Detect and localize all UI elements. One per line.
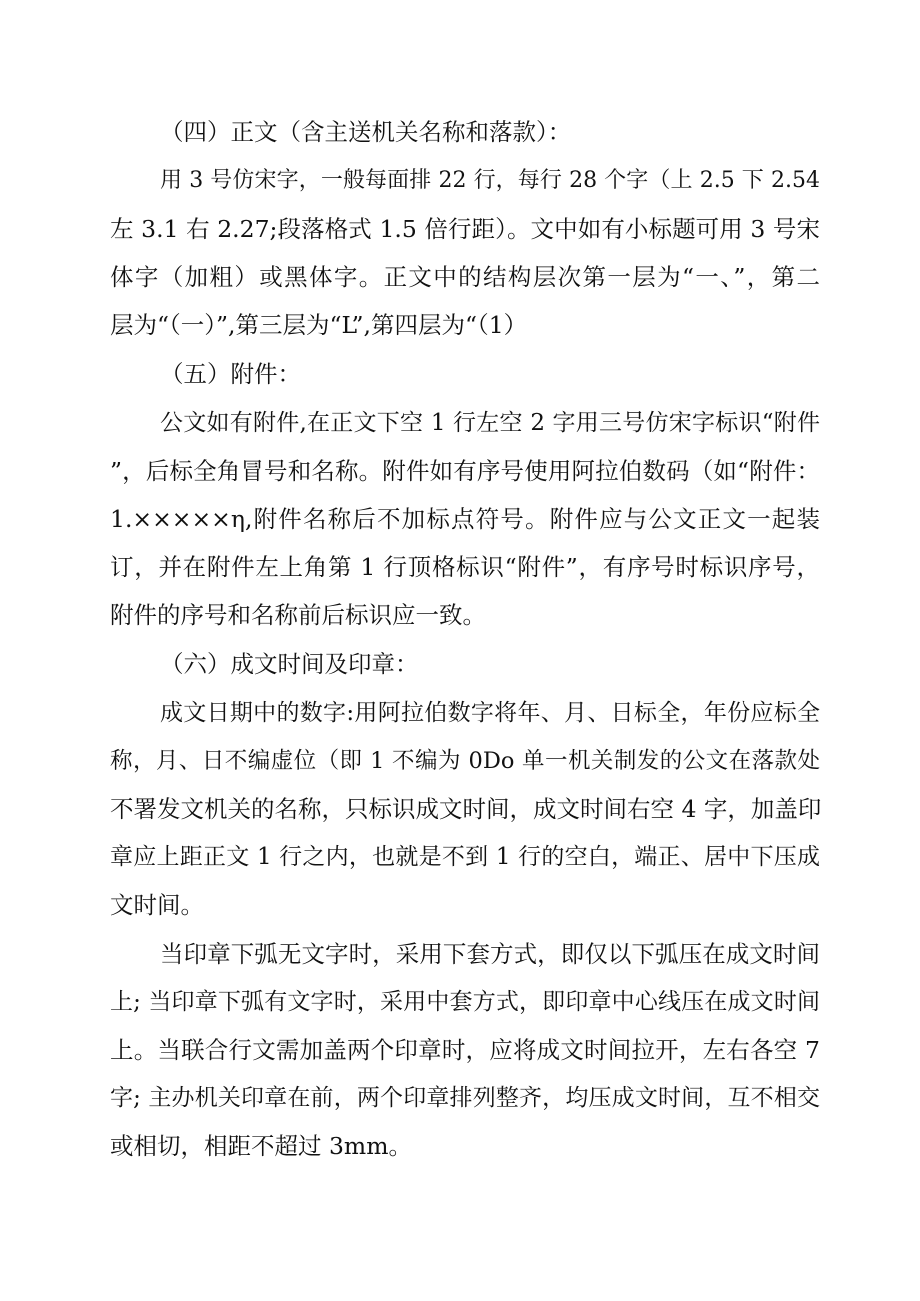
section-5-line-5: 附件的序号和名称前后标识应一致。 bbox=[110, 601, 486, 629]
section-6-para-1-line-4: 章应上距正文 1 行之内，也就是不到 1 行的空白，端正、居中下压成 bbox=[110, 844, 820, 870]
section-6-para-2-line-3: 上。当联合行文需加盖两个印章时，应将成文时间拉开，左右各空 7 bbox=[110, 1036, 820, 1064]
section-4-heading: （四）正文（含主送机关名称和落款）： bbox=[160, 118, 572, 146]
section-5-line-4: 订，并在附件左上角第 1 行顶格标识“附件”，有序号时标识序号， bbox=[110, 553, 820, 581]
section-6-heading: （六）成文时间及印章： bbox=[160, 650, 419, 678]
section-4-line-3: 体字（加粗）或黑体字。正文中的结构层次第一层为“一、”，第二 bbox=[110, 263, 820, 291]
section-6-para-2-line-5: 或相切，相距不超过 3mm。 bbox=[110, 1132, 412, 1160]
section-6-para-2-line-2: 上; 当印章下弧有文字时，采用中套方式，即印章中心线压在成文时间 bbox=[110, 989, 820, 1015]
section-4-line-2: 左 3.1 右 2.27;段落格式 1.5 倍行距）。文中如有小标题可用 3 号宋 bbox=[110, 215, 820, 243]
section-6-para-2-line-4: 字; 主办机关印章在前，两个印章排列整齐，均压成文时间，互不相交 bbox=[110, 1085, 820, 1111]
section-6-para-1-line-2: 称，月、日不编虚位（即 1 不编为 0Do 单一机关制发的公文在落款处 bbox=[110, 748, 820, 774]
section-4-line-4: 层为“（一）”,第三层为“L”,第四层为“（1） bbox=[110, 311, 528, 339]
section-6-para-1-line-1: 成文日期中的数字:用阿拉伯数字将年、月、日标全，年份应标全 bbox=[160, 700, 820, 726]
section-5-line-1: 公文如有附件,在正文下空 1 行左空 2 字用三号仿宋字标识“附件 bbox=[160, 410, 820, 436]
section-5-line-2: ”，后标全角冒号和名称。附件如有序号使用阿拉伯数码（如“附件： bbox=[110, 457, 820, 485]
section-6-para-2-line-1: 当印章下弧无文字时，采用下套方式，即仅以下弧压在成文时间 bbox=[160, 940, 820, 968]
section-6-para-1-line-3: 不署发文机关的名称，只标识成文时间，成文时间右空 4 字，加盖印 bbox=[110, 795, 822, 823]
section-6-para-1-line-5: 文时间。 bbox=[110, 891, 204, 919]
section-4-line-1: 用 3 号仿宋字，一般每面排 22 行，每行 28 个字（上 2.5 下 2.54 bbox=[160, 168, 820, 193]
section-5-line-3: 1.×××××η,附件名称后不加标点符号。附件应与公文正文一起装 bbox=[110, 505, 820, 533]
section-5-heading: （五）附件： bbox=[160, 360, 301, 388]
